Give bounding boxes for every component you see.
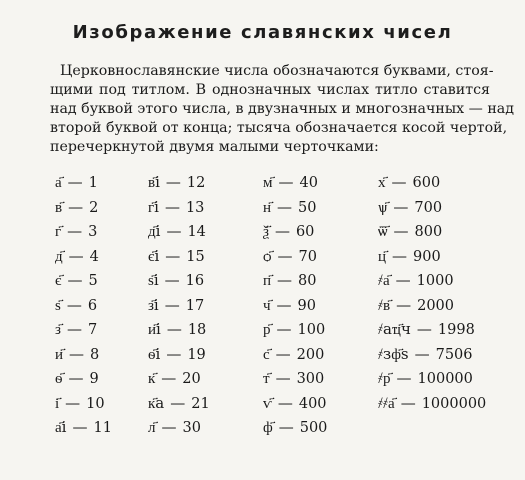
slavonic-numeral: м҃	[263, 173, 273, 191]
slavonic-numeral: ҂р҃	[378, 369, 391, 387]
dash-separator: —	[278, 418, 294, 436]
numeral-value: 18	[187, 322, 207, 338]
numeral-row	[55, 415, 112, 440]
slavonic-numeral: г҃	[55, 222, 62, 240]
numeral-value: 70	[298, 248, 317, 265]
dash-separator: —	[67, 222, 83, 240]
slavonic-numeral: ф҃	[263, 418, 273, 436]
paragraph-line: перечеркнутой двумя малыми черточками:	[50, 139, 379, 155]
slavonic-numeral: ѿ҃	[378, 222, 388, 240]
slavonic-numeral: н҃	[263, 197, 272, 216]
dash-separator: —	[395, 271, 411, 289]
slavonic-numeral: ѵ҃	[263, 393, 272, 412]
slavonic-numeral: и҃	[55, 344, 64, 363]
numeral-value: 14	[187, 224, 206, 240]
slavonic-numeral: л҃	[148, 418, 156, 436]
slavonic-numeral: ҂а҃	[378, 271, 390, 289]
numeral-value: 17	[185, 297, 205, 314]
numeral-row	[148, 366, 210, 391]
dash-separator: —	[414, 344, 430, 363]
slavonic-numeral: с҃	[263, 344, 270, 363]
numeral-value: 1998	[437, 322, 475, 338]
dash-separator: —	[276, 295, 292, 314]
numeral-row	[148, 342, 210, 367]
dash-separator: —	[170, 393, 186, 412]
numeral-row	[378, 170, 486, 195]
numeral-value: 700	[414, 199, 443, 216]
numeral-value: 10	[86, 395, 105, 412]
dash-separator: —	[277, 393, 293, 412]
numeral-row	[263, 170, 327, 195]
slavonic-numeral: ц҃	[378, 246, 387, 265]
slavonic-numeral: ѳ҃і	[148, 344, 161, 363]
numeral-row	[263, 342, 327, 367]
numeral-row	[378, 317, 486, 342]
dash-separator: —	[166, 222, 182, 240]
numeral-value: 8	[90, 346, 100, 363]
numeral-value: 5	[88, 273, 98, 289]
slavonic-numeral: а҃	[55, 173, 62, 191]
numeral-value: 9	[89, 371, 99, 387]
numeral-value: 900	[413, 248, 441, 265]
numeral-row	[378, 244, 486, 269]
intro-paragraph	[50, 62, 514, 157]
numeral-row	[378, 391, 486, 416]
numeral-value: 16	[185, 273, 205, 289]
numeral-value: 1000000	[421, 395, 487, 412]
numeral-row	[148, 195, 210, 220]
numeral-value: 50	[298, 199, 317, 216]
slavonic-numeral: п҃	[263, 271, 272, 289]
slavonic-numeral: р҃	[263, 320, 271, 338]
numeral-value: 200	[296, 346, 325, 363]
slavonic-numeral: а҃і	[55, 418, 67, 436]
numeral-value: 1	[88, 175, 98, 191]
numeral-row	[148, 391, 210, 416]
numeral-row	[148, 293, 210, 318]
numeral-row	[263, 391, 327, 416]
numeral-value: 30	[182, 420, 201, 436]
dash-separator: —	[68, 246, 84, 265]
numeral-row	[55, 391, 112, 416]
slavonic-numeral: д҃і	[148, 222, 161, 240]
dash-separator: —	[165, 173, 181, 191]
numeral-row	[148, 170, 210, 195]
dash-separator: —	[396, 369, 412, 387]
slavonic-numeral: ҂аҵ҃ч	[378, 320, 411, 338]
numeral-row	[55, 342, 112, 367]
dash-separator: —	[277, 271, 293, 289]
paragraph-line: над буквой этого числа, в двузначных и многозначных — над	[50, 101, 514, 117]
dash-separator: —	[274, 222, 290, 240]
slavonic-numeral: к҃	[148, 369, 156, 387]
slavonic-numeral: ѯ҃	[263, 222, 269, 240]
slavonic-numeral: ѱ҃	[378, 197, 388, 216]
numeral-value: 7	[87, 322, 98, 338]
slavonic-numeral: х҃	[378, 173, 386, 191]
numeral-value: 2	[89, 199, 99, 216]
page-title: Изображение славянских чисел	[72, 22, 453, 43]
numeral-value: 90	[297, 297, 316, 314]
numeral-value: 300	[296, 371, 325, 387]
slavonic-numeral: к҃а	[148, 393, 165, 412]
numeral-row	[148, 317, 210, 342]
dash-separator: —	[393, 222, 409, 240]
slavonic-numeral: ѕ҃	[55, 295, 61, 314]
numeral-row	[148, 415, 210, 440]
dash-separator: —	[164, 295, 180, 314]
numeral-value: 100000	[417, 371, 473, 387]
numeral-value: 12	[186, 175, 206, 191]
dash-separator: —	[275, 369, 291, 387]
numeral-row	[263, 293, 327, 318]
numeral-row	[263, 195, 327, 220]
dash-separator: —	[164, 271, 180, 289]
numeral-value: 11	[93, 420, 112, 436]
numeral-row	[263, 415, 327, 440]
numeral-row	[55, 268, 112, 293]
numeral-row	[55, 195, 112, 220]
numeral-value: 400	[298, 395, 327, 412]
slavonic-numeral: в҃і	[148, 173, 160, 191]
slavonic-numeral: ҂зф҃ѕ	[378, 344, 409, 363]
dash-separator: —	[391, 173, 407, 191]
dash-separator: —	[67, 271, 83, 289]
dash-separator: —	[161, 369, 177, 387]
dash-separator: —	[278, 173, 294, 191]
dash-separator: —	[275, 344, 291, 363]
dash-separator: —	[166, 320, 182, 338]
numeral-value: 15	[186, 248, 205, 265]
dash-separator: —	[396, 295, 412, 314]
numeral-row	[378, 366, 486, 391]
slavonic-numeral: т҃	[263, 369, 270, 387]
dash-separator: —	[66, 320, 82, 338]
paragraph-line: Церковнославянские числа обозначаются буквами, стоя-	[60, 63, 494, 79]
dash-separator: —	[277, 246, 293, 265]
paragraph-line: щими под титлом. В однозначных числах титло ставится	[50, 82, 490, 98]
numeral-row	[378, 219, 486, 244]
slavonic-numeral: ѻ҃	[263, 246, 272, 265]
numeral-row	[263, 317, 327, 342]
dash-separator: —	[416, 320, 432, 338]
numeral-row	[378, 293, 486, 318]
dash-separator: —	[393, 197, 409, 216]
paragraph-line: второй буквой от конца; тысяча обозначается косой чертой,	[50, 120, 508, 136]
slavonic-numeral: г҃і	[148, 197, 159, 216]
numeral-value: 2000	[417, 297, 454, 314]
dash-separator: —	[67, 173, 83, 191]
numeral-value: 3	[88, 224, 98, 240]
slavonic-numeral: і҃	[55, 393, 60, 412]
dash-separator: —	[400, 393, 416, 412]
numeral-value: 6	[87, 297, 98, 314]
numeral-value: 20	[182, 371, 201, 387]
slavonic-numeral: є҃і	[148, 246, 160, 265]
dash-separator: —	[68, 369, 84, 387]
numeral-row	[148, 268, 210, 293]
numeral-row	[55, 170, 112, 195]
slavonic-numeral: є҃	[55, 271, 62, 289]
slavonic-numeral: ѳ҃	[55, 369, 63, 387]
numerals-column-3	[263, 170, 327, 440]
numeral-value: 800	[414, 224, 443, 240]
dash-separator: —	[164, 197, 180, 216]
dash-separator: —	[276, 320, 292, 338]
dash-separator: —	[66, 295, 82, 314]
dash-separator: —	[68, 197, 84, 216]
numeral-row	[148, 219, 210, 244]
numeral-row	[378, 342, 486, 367]
slavonic-numeral: ѕ҃і	[148, 271, 159, 289]
slavonic-numeral: з҃	[55, 320, 61, 338]
numeral-row	[55, 219, 112, 244]
numeral-value: 7506	[435, 346, 473, 363]
dash-separator: —	[392, 246, 408, 265]
slavonic-numeral: в҃	[55, 197, 63, 216]
numeral-value: 60	[295, 224, 315, 240]
numerals-column-4	[378, 170, 486, 415]
slavonic-numeral: ч҃	[263, 295, 271, 314]
dash-separator: —	[161, 418, 177, 436]
slavonic-numeral: ҂҂а҃	[378, 393, 395, 412]
numeral-row	[263, 219, 327, 244]
numeral-value: 21	[191, 395, 210, 412]
numeral-value: 80	[298, 273, 317, 289]
dash-separator: —	[65, 393, 81, 412]
numeral-value: 500	[299, 420, 328, 436]
numeral-value: 100	[297, 322, 326, 338]
numerals-column-2	[148, 170, 210, 440]
numeral-value: 1000	[416, 273, 454, 289]
dash-separator: —	[277, 197, 293, 216]
numeral-row	[378, 268, 486, 293]
slavonic-numeral: и҃і	[148, 320, 161, 338]
numeral-value: 600	[412, 175, 441, 191]
numeral-row	[378, 195, 486, 220]
numeral-row	[263, 268, 327, 293]
slavonic-numeral: д҃	[55, 246, 63, 265]
numeral-row	[263, 366, 327, 391]
numeral-row	[55, 317, 112, 342]
numerals-column-1	[55, 170, 112, 440]
numeral-row	[55, 366, 112, 391]
dash-separator: —	[165, 246, 181, 265]
numeral-value: 4	[89, 248, 99, 265]
numeral-row	[263, 244, 327, 269]
numeral-row	[55, 293, 112, 318]
slavonic-numeral: ҂в҃	[378, 295, 391, 314]
slavonic-numeral: з҃і	[148, 295, 159, 314]
numeral-value: 13	[185, 199, 205, 216]
numeral-row	[55, 244, 112, 269]
dash-separator: —	[72, 418, 88, 436]
numeral-row	[148, 244, 210, 269]
dash-separator: —	[166, 344, 182, 363]
numeral-value: 19	[187, 346, 206, 363]
dash-separator: —	[69, 344, 85, 363]
numeral-value: 40	[299, 175, 318, 191]
